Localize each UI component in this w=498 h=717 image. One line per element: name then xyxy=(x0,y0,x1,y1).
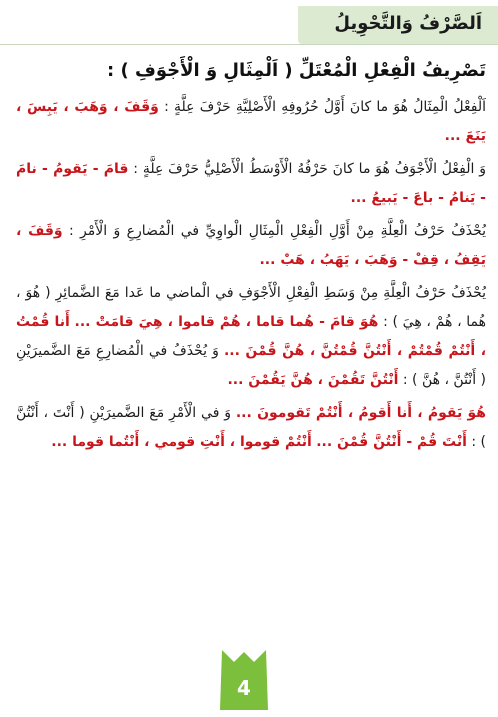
rule-text: وَ الْفِعْلُ الْأَجْوَفُ هُوَ ما كانَ حَرْفُهُ الْأَوْسَطُ الْأَصْلِيُّ حَرْفَ عِلَّةٍ : xyxy=(133,161,486,177)
rule-text: يُحْذَفُ حَرْفُ الْعِلَّةِ مِنْ أَوَّلِ الْفِعْلِ الْمِثَالِ الْواوِيِّ في الْمُضارِعِ وَ الْأَمْرِ : xyxy=(68,223,487,239)
example-text: هُوَ يَقومُ ، أَنا أَقومُ ، أَنْتُمْ تَقومونَ ... xyxy=(235,405,486,421)
rule-text: وَ يُحْذَفُ في الْمُضارِعِ مَعَ الضَّميرَيْنِ ( أَنْتُنَّ ، هُنَّ ) : xyxy=(16,343,486,388)
paragraph-ajwaf-deletion xyxy=(16,279,486,395)
paragraph-mithal-deletion xyxy=(16,217,486,275)
rule-text: اَلْفِعْلُ الْمِثَالُ هُوَ ما كانَ أَوَّلُ حُرُوفِهِ الْأَصْلِيَّةِ حَرْفَ عِلَّةٍ : xyxy=(164,99,486,115)
example-text: وَقَفَ ، يَقِفُ ، قِفْ - وَهَبَ ، يَهَبُ ، هَبْ ... xyxy=(16,223,486,268)
header-divider xyxy=(0,44,498,45)
example-text: أَنْتَ قُمْ - أَنْتُنَّ قُمْنَ ... xyxy=(316,434,467,450)
example-text: قامَ - يَقومُ - نامَ - يَنامُ - باعَ - يَبيعُ ... xyxy=(16,161,486,206)
header-band xyxy=(0,0,498,50)
page-number-tab xyxy=(216,650,272,710)
rule-text: يُحْذَفُ حَرْفُ الْعِلَّةِ مِنْ وَسَطِ الْفِعْلِ الْأَجْوَفِ في الْماضي ما عَدا مَعَ الضَّمائِرِ ( هُوَ ، هُما ، هُمْ ، هِيَ ) : xyxy=(16,285,487,330)
paragraph-mithal xyxy=(16,93,486,151)
example-text: هُوَ قامَ - هُما قاما ، هُمْ قاموا ، هِيَ قامَتْ ... xyxy=(74,314,379,330)
page-title: اَلصَّرْفُ وَالتَّحْوِيلُ xyxy=(334,13,482,34)
example-text: وَقَفَ ، وَهَبَ ، يَبِسَ ، يَنَعَ ... xyxy=(16,99,486,144)
rule-text: وَ في الْأَمْرِ مَعَ الضَّميرَيْنِ ( أَنْتَ ، أَنْتُنَّ ) : xyxy=(16,405,486,450)
paragraph-ajwaf xyxy=(16,155,486,213)
example-text: أَنْتُمْ قوموا ، أَنْتِ قومي ، أَنْتُما قوما ... xyxy=(51,434,312,450)
lesson-heading: تَصْرِيفُ الْفِعْلِ الْمُعْتَلِّ ( اَلْمِثَالِ وَ الْأَجْوَفِ ) : xyxy=(106,60,486,81)
example-text: أَنا قُمْتُ ، أَنْتُمْ قُمْتُمْ ، أَنْتُنَّ قُمْتُنَّ ، هُنَّ قُمْنَ ... xyxy=(16,314,487,359)
page-number: 4 xyxy=(237,676,251,700)
example-text: أَنْتُنَّ تَقُمْنَ ، هُنَّ يَقُمْنَ ... xyxy=(227,372,399,388)
lesson-content xyxy=(16,60,486,461)
paragraph-amr xyxy=(16,399,486,457)
